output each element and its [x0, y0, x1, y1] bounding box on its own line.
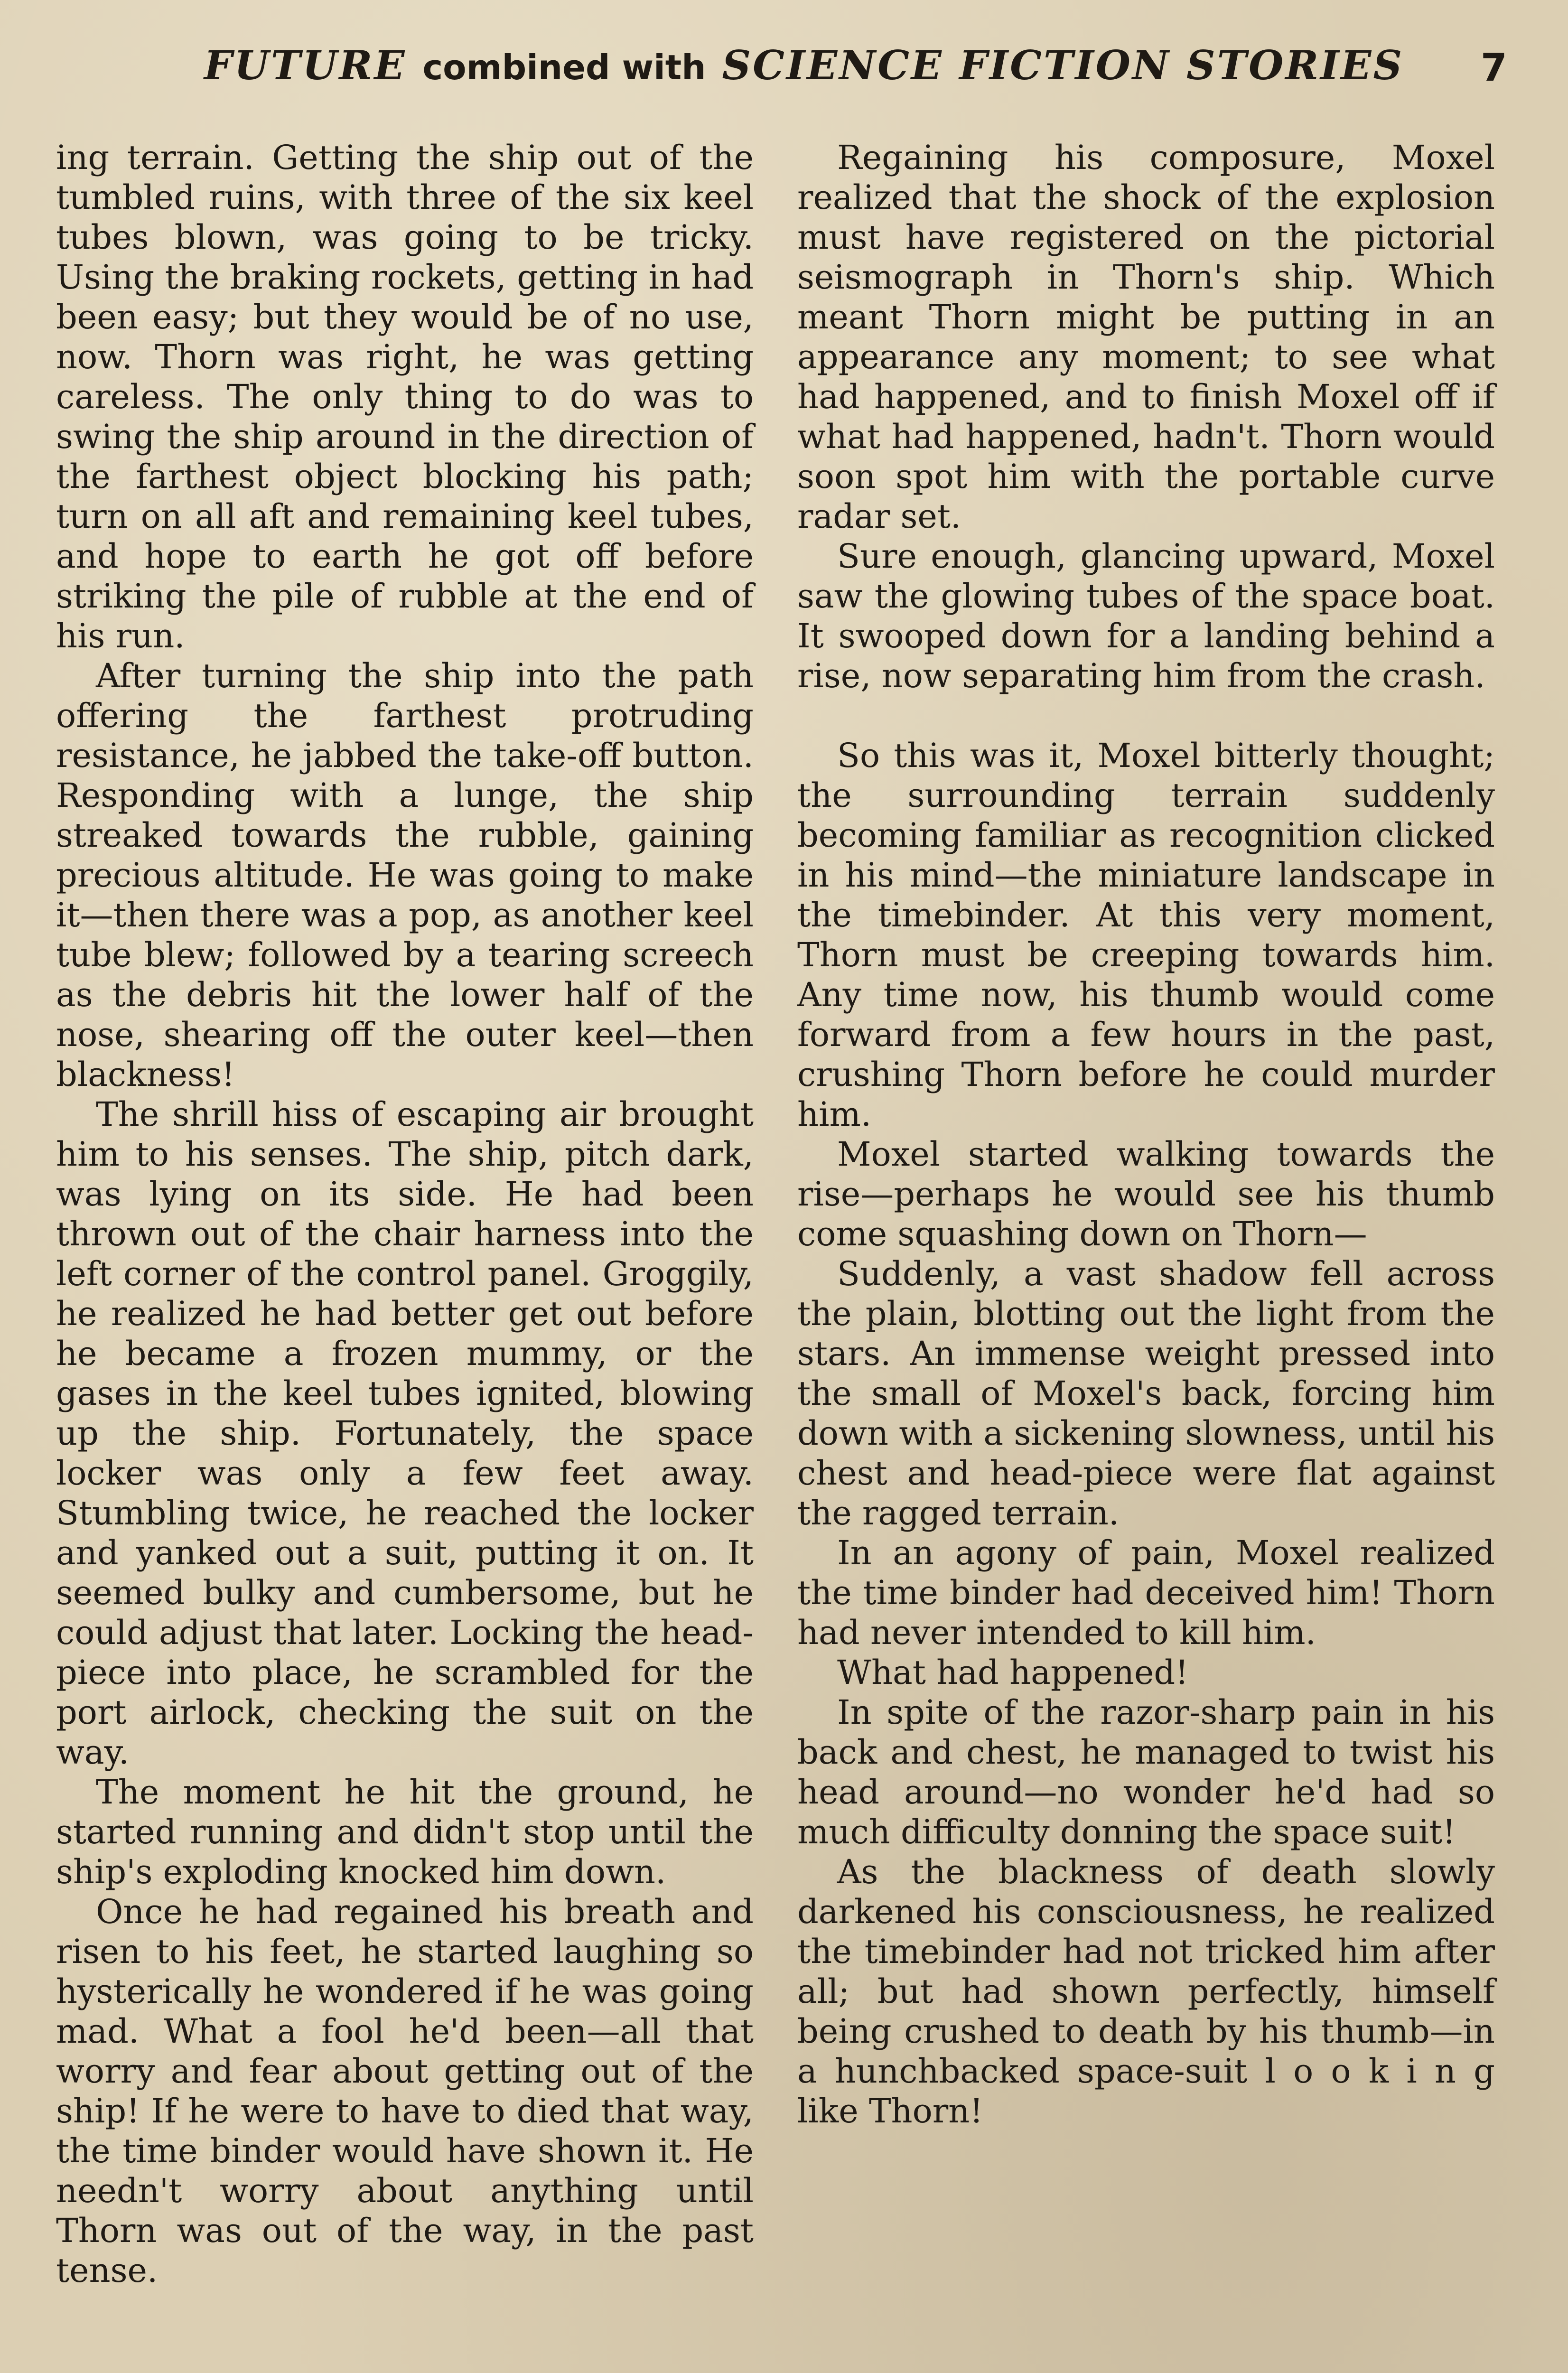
- paragraph: Moxel started walking towards the rise—perhaps he would see his thumb come squashing down on Thorn—: [797, 1135, 1495, 1253]
- paragraph: After turning the ship into the path offering the farthest protruding resistance, he jabbed the take-off button. Responding with a lunge, the ship streaked towards the rubble, gaining precious altitude. He was going to make it—then there was a pop, as another keel tube blew; followed by a tearing screech as the debris hit the lower half of the nose, shearing off the outer keel—then blackness!: [56, 656, 754, 1094]
- paragraph: In spite of the razor-sharp pain in his back and chest, he managed to twist his head around—no wonder he'd had so much difficulty donning the space suit!: [797, 1693, 1495, 1851]
- paragraph: Once he had regained his breath and risen to his feet, he started laughing so hysterically he wondered if he was going mad. What a fool he'd been—all that worry and fear about getting out of the ship! If he were to have to died that way, the time binder would have shown it. He needn't worry about anything until Thorn was out of the way, in the past tense.: [56, 1892, 754, 2290]
- paragraph: As the blackness of death slowly darkened his consciousness, he realized the timebinder had not tricked him after all; but had shown perfectly, himself being crushed to death by his thumb—in a hunchbacked space-suit l o o k i n g like Thorn!: [797, 1852, 1495, 2130]
- right-text-column: [797, 138, 1495, 2131]
- paragraph: In an agony of pain, Moxel realized the time binder had deceived him! Thorn had never intended to kill him.: [797, 1533, 1495, 1652]
- paragraph: The shrill hiss of escaping air brought him to his senses. The ship, pitch dark, was lying on its side. He had been thrown out of the chair harness into the left corner of the control panel. Groggily, he realized he had better get out before he became a frozen mummy, or the gases in the keel tubes ignited, blowing up the ship. Fortunately, the space locker was only a few feet away. Stumbling twice, he reached the locker and yanked out a suit, putting it on. It seemed bulky and cumbersome, but he could adjust that later. Locking the head-piece into place, he scrambled for the port airlock, checking the suit on the way.: [56, 1095, 754, 1772]
- paragraph: What had happened!: [837, 1653, 1189, 1692]
- paragraph: Regaining his composure, Moxel realized that the shock of the explosion must have registered on the pictorial seismograph in Thorn's ship. Which meant Thorn might be putting in an appearance any moment; to see what had happened, and to finish Moxel off if what had happened, hadn't. Thorn would soon spot him with the portable curve radar set.: [797, 138, 1495, 536]
- left-text-column: [56, 138, 754, 2290]
- header-future: FUTURE: [204, 42, 407, 89]
- paragraph: The moment he hit the ground, he started running and didn't stop until the ship's exploding knocked him down.: [56, 1773, 754, 1891]
- page-number: 7: [1481, 46, 1507, 90]
- paragraph: Sure enough, glancing upward, Moxel saw the glowing tubes of the space boat. It swooped down for a landing behind a rise, now separating him from the crash.: [797, 537, 1495, 695]
- paragraph: So this was it, Moxel bitterly thought; the surrounding terrain suddenly becoming familiar as recognition clicked in his mind—the miniature landscape in the timebinder. At this very moment, Thorn must be creeping towards him. Any time now, his thumb would come forward from a few hours in the past, crushing Thorn before he could murder him.: [797, 736, 1495, 1134]
- header-combined-with: combined with: [422, 47, 706, 87]
- running-header: [204, 42, 1404, 113]
- header-science-fiction-stories: SCIENCE FICTION STORIES: [722, 42, 1404, 89]
- paragraph: ing terrain. Getting the ship out of the tumbled ruins, with three of the six keel tubes blown, was going to be tricky. Using the braking rockets, getting in had been easy; but they would be of no use, now. Thorn was right, he was getting careless. The only thing to do was to swing the ship around in the direction of the farthest object blocking his path; turn on all aft and remaining keel tubes, and hope to earth he got off before striking the pile of rubble at the end of his run.: [56, 138, 754, 655]
- paragraph: Suddenly, a vast shadow fell across the plain, blotting out the light from the stars. An immense weight pressed into the small of Moxel's back, forcing him down with a sickening slowness, until his chest and head-piece were flat against the ragged terrain.: [797, 1254, 1495, 1532]
